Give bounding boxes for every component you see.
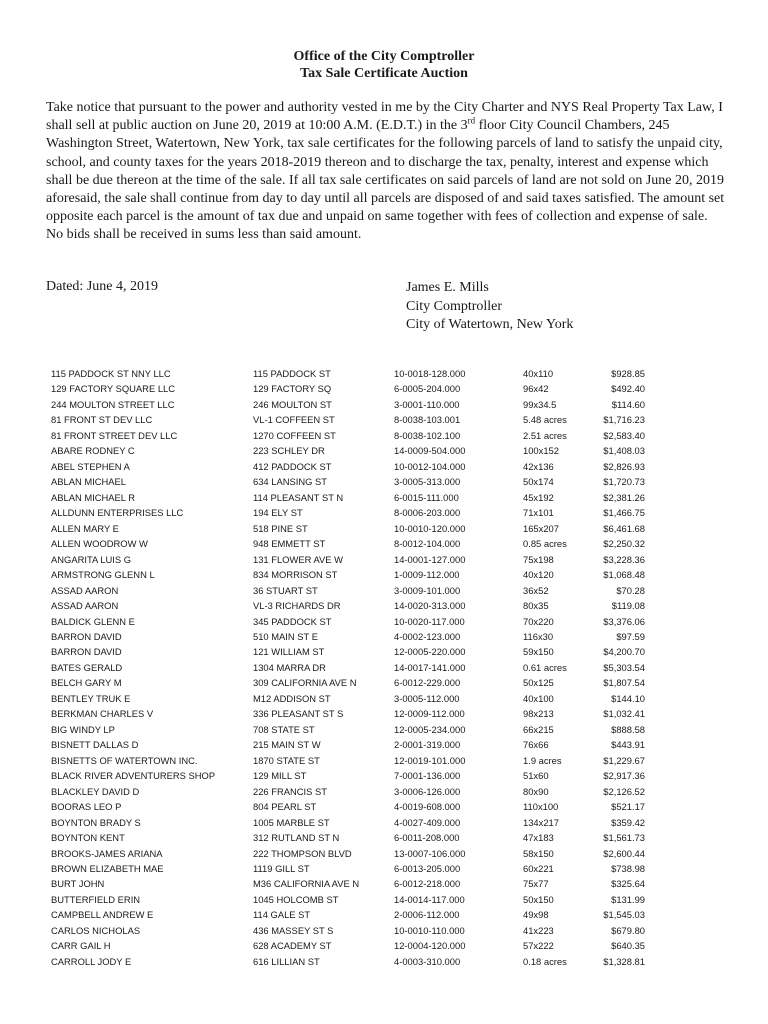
- owner-name: BALDICK GLENN E: [51, 615, 135, 627]
- table-row: [0, 538, 768, 553]
- lot-size: 80x35: [523, 600, 549, 612]
- dated-line: Dated: June 4, 2019: [46, 279, 158, 294]
- property-address: 616 LILLIAN ST: [253, 955, 320, 967]
- owner-name: 129 FACTORY SQUARE LLC: [51, 383, 176, 395]
- parcel-number: 10-0010-120.000: [394, 522, 466, 534]
- amount-due: $928.85: [611, 368, 645, 379]
- amount-due: $97.59: [616, 630, 645, 642]
- owner-name: BROOKS-JAMES ARIANA: [51, 847, 163, 859]
- amount-due: $1,545.03: [603, 909, 645, 921]
- property-address: 708 STATE ST: [253, 723, 315, 735]
- amount-due: $1,466.75: [603, 507, 645, 519]
- property-address: 222 THOMPSON BLVD: [253, 847, 352, 859]
- signature-block: [406, 279, 573, 335]
- table-row: [0, 646, 768, 661]
- owner-name: ANGARITA LUIS G: [51, 553, 132, 565]
- amount-due: $1,408.03: [603, 445, 645, 457]
- lot-size: 134x217: [523, 816, 559, 828]
- table-row: [0, 956, 768, 971]
- parcel-number: 3-0001-110.000: [394, 398, 460, 410]
- amount-due: $2,826.93: [603, 460, 645, 472]
- amount-due: $1,716.23: [603, 414, 645, 426]
- owner-name: BISNETT DALLAS D: [51, 739, 139, 751]
- table-row: [0, 693, 768, 708]
- property-address: 223 SCHLEY DR: [253, 445, 325, 457]
- table-row: [0, 476, 768, 491]
- amount-due: $325.64: [611, 878, 645, 890]
- amount-due: $679.80: [611, 924, 645, 936]
- lot-size: 110x100: [523, 801, 559, 813]
- property-address: 1119 GILL ST: [253, 863, 310, 874]
- table-row: [0, 801, 768, 816]
- parcel-number: 13-0007-106.000: [394, 847, 466, 859]
- lot-size: 2.51 acres: [523, 429, 567, 441]
- amount-due: $2,126.52: [603, 785, 645, 797]
- property-address: M36 CALIFORNIA AVE N: [253, 878, 360, 890]
- parcel-number: 8-0038-103.001: [394, 414, 461, 426]
- owner-name: 81 FRONT ST DEV LLC: [51, 414, 153, 426]
- table-row: [0, 492, 768, 507]
- property-address: 36 STUART ST: [253, 584, 318, 596]
- lot-size: 58x150: [523, 847, 554, 859]
- owner-name: ARMSTRONG GLENN L: [51, 569, 155, 581]
- amount-due: $359.42: [611, 816, 645, 828]
- amount-due: $114.60: [611, 398, 645, 410]
- amount-due: $1,229.67: [603, 754, 645, 766]
- property-address: 114 PLEASANT ST N: [253, 491, 344, 503]
- lot-size: 165x207: [523, 522, 559, 534]
- table-row: [0, 523, 768, 538]
- property-address: VL-1 COFFEEN ST: [253, 414, 335, 426]
- parcel-number: 10-0010-110.000: [394, 924, 465, 936]
- property-address: 345 PADDOCK ST: [253, 615, 332, 627]
- parcel-number: 12-0019-101.000: [394, 754, 466, 766]
- owner-name: BERKMAN CHARLES V: [51, 708, 154, 720]
- owner-name: 244 MOULTON STREET LLC: [51, 398, 175, 410]
- amount-due: $131.99: [611, 893, 645, 905]
- amount-due: $521.17: [611, 801, 645, 813]
- parcel-number: 4-0003-310.000: [394, 955, 461, 967]
- parcel-number: 10-0020-117.000: [394, 615, 465, 627]
- table-row: [0, 925, 768, 940]
- lot-size: 71x101: [523, 507, 554, 519]
- property-address: 518 PINE ST: [253, 522, 308, 534]
- amount-due: $3,376.06: [603, 615, 645, 627]
- owner-name: BUTTERFIELD ERIN: [51, 893, 141, 905]
- table-row: [0, 878, 768, 893]
- owner-name: CARLOS NICHOLAS: [51, 924, 141, 936]
- lot-size: 100x152: [523, 445, 559, 457]
- parcel-number: 4-0019-608.000: [394, 801, 461, 813]
- table-row: [0, 445, 768, 460]
- parcel-number: 14-0009-504.000: [394, 445, 466, 457]
- property-address: 336 PLEASANT ST S: [253, 708, 344, 720]
- parcel-number: 8-0038-102.100: [394, 429, 461, 441]
- owner-name: ASSAD AARON: [51, 584, 119, 596]
- property-address: 628 ACADEMY ST: [253, 940, 332, 952]
- amount-due: $144.10: [611, 692, 645, 704]
- owner-name: CAMPBELL ANDREW E: [51, 909, 154, 921]
- parcel-number: 2-0001-319.000: [394, 739, 461, 751]
- owner-name: ABEL STEPHEN A: [51, 460, 130, 472]
- parcel-number: 14-0017-141.000: [394, 661, 466, 673]
- parcel-number: 10-0012-104.000: [394, 460, 466, 472]
- lot-size: 40x100: [523, 692, 554, 704]
- table-row: [0, 631, 768, 646]
- table-row: [0, 832, 768, 847]
- owner-name: BIG WINDY LP: [51, 723, 115, 735]
- parcel-number: 1-0009-112.000: [394, 569, 460, 581]
- lot-size: 40x120: [523, 569, 554, 581]
- lot-size: 51x60: [523, 770, 549, 782]
- parcel-number: 3-0005-112.000: [394, 692, 460, 704]
- lot-size: 57x222: [523, 940, 554, 952]
- amount-due: $3,228.36: [603, 553, 645, 565]
- notice-text-part1: Take notice that pursuant to the power and authority vested in me by the City Charter and NYS Real Property Tax Law, I shall sell at public auction on June 20, 2019 at 10:00 A.M. (E.D.T.) in the 3: [46, 100, 723, 134]
- owner-name: ALLDUNN ENTERPRISES LLC: [51, 507, 184, 519]
- signer-name: James E. Mills: [406, 280, 489, 295]
- owner-name: 115 PADDOCK ST NNY LLC: [51, 368, 171, 379]
- property-address: 131 FLOWER AVE W: [253, 553, 343, 565]
- owner-name: ABLAN MICHAEL R: [51, 491, 136, 503]
- amount-due: $738.98: [611, 863, 645, 874]
- amount-due: $2,917.36: [603, 770, 645, 782]
- lot-size: 76x66: [523, 739, 549, 751]
- lot-size: 1.9 acres: [523, 754, 562, 766]
- table-row: [0, 585, 768, 600]
- amount-due: $4,200.70: [603, 646, 645, 658]
- table-row: [0, 817, 768, 832]
- signer-title: City Comptroller: [406, 298, 503, 314]
- owner-name: BENTLEY TRUK E: [51, 692, 131, 704]
- table-row: [0, 940, 768, 955]
- table-row: [0, 554, 768, 569]
- table-row: [0, 430, 768, 445]
- parcel-number: 10-0018-128.000: [394, 368, 466, 379]
- amount-due: $443.91: [611, 739, 645, 751]
- lot-size: 70x220: [523, 615, 554, 627]
- table-row: [0, 569, 768, 584]
- lot-size: 41x223: [523, 924, 554, 936]
- notice-paragraph: [46, 99, 726, 245]
- parcel-number: 12-0009-112.000: [394, 708, 465, 720]
- parcel-number: 4-0027-409.000: [394, 816, 461, 828]
- lot-size: 36x52: [523, 584, 549, 596]
- table-row: [0, 894, 768, 909]
- lot-size: 49x98: [523, 909, 549, 921]
- parcel-number: 3-0005-313.000: [394, 476, 461, 488]
- lot-size: 60x221: [523, 863, 554, 874]
- property-address: 1304 MARRA DR: [253, 661, 326, 673]
- lot-size: 116x30: [523, 630, 554, 642]
- amount-due: $2,600.44: [603, 847, 645, 859]
- notice-superscript: rd: [467, 115, 476, 126]
- owner-name: BOYNTON BRADY S: [51, 816, 141, 828]
- owner-name: ABARE RODNEY C: [51, 445, 135, 457]
- property-address: 1270 COFFEEN ST: [253, 429, 336, 441]
- parcel-number: 6-0013-205.000: [394, 863, 461, 874]
- owner-name: BARRON DAVID: [51, 630, 122, 642]
- table-row: [0, 399, 768, 414]
- lot-size: 99x34.5: [523, 398, 557, 410]
- lot-size: 96x42: [523, 383, 549, 395]
- lot-size: 98x213: [523, 708, 554, 720]
- lot-size: 0.85 acres: [523, 538, 567, 550]
- amount-due: $1,561.73: [603, 832, 645, 844]
- lot-size: 40x110: [523, 368, 554, 379]
- owner-name: ASSAD AARON: [51, 600, 119, 612]
- owner-name: BLACK RIVER ADVENTURERS SHOP: [51, 770, 216, 782]
- owner-name: BELCH GARY M: [51, 677, 122, 689]
- table-row: [0, 863, 768, 878]
- notice-text-part2: floor City Council Chambers, 245 Washington Street, Watertown, New York, tax sale certificates for the following parcels of land to satisfy the unpaid city, school, and county taxes for the years 2018-2019 thereon and to discharge the tax, penalty, interest and expense which shall be due thereon at the time of the sale. If all tax sale certificates on said parcels of land are not sold on June 20, 2019 aforesaid, the sale shall continue from day to day until all parcels are disposed of and said taxes satisfied. The amount set opposite each parcel is the amount of tax due and unpaid on same together with fees of collection and expense of sale. No bids shall be received in sums less than said amount.: [46, 118, 725, 243]
- table-row: [0, 414, 768, 429]
- amount-due: $2,381.26: [603, 491, 645, 503]
- office-title: Office of the City Comptroller: [293, 49, 475, 64]
- table-row: [0, 662, 768, 677]
- table-row: [0, 368, 768, 383]
- lot-size: 0.61 acres: [523, 661, 567, 673]
- amount-due: $2,583.40: [603, 429, 645, 441]
- amount-due: $5,303.54: [603, 661, 645, 673]
- amount-due: $1,720.73: [603, 476, 645, 488]
- parcel-number: 4-0002-123.000: [394, 630, 461, 642]
- table-row: [0, 909, 768, 924]
- property-address: 226 FRANCIS ST: [253, 785, 327, 797]
- property-address: 312 RUTLAND ST N: [253, 832, 340, 844]
- owner-name: ALLEN WOODROW W: [51, 538, 148, 550]
- amount-due: $119.08: [611, 600, 645, 612]
- amount-due: $2,250.32: [603, 538, 645, 550]
- lot-size: 75x198: [523, 553, 554, 565]
- parcel-number: 3-0006-126.000: [394, 785, 461, 797]
- property-address: 1005 MARBLE ST: [253, 816, 330, 828]
- parcel-number: 12-0005-220.000: [394, 646, 466, 658]
- table-row: [0, 461, 768, 476]
- property-address: 194 ELY ST: [253, 507, 303, 519]
- property-address: 436 MASSEY ST S: [253, 924, 334, 936]
- lot-size: 0.18 acres: [523, 955, 567, 967]
- amount-due: $1,032.41: [603, 708, 645, 720]
- parcel-number: 14-0001-127.000: [394, 553, 466, 565]
- amount-due: $640.35: [611, 940, 645, 952]
- lot-size: 66x215: [523, 723, 554, 735]
- property-address: 129 MILL ST: [253, 770, 307, 782]
- parcel-number: 2-0006-112.000: [394, 909, 460, 921]
- amount-due: $6,461.68: [603, 522, 645, 534]
- amount-due: $1,807.54: [603, 677, 645, 689]
- parcel-number: 8-0006-203.000: [394, 507, 461, 519]
- parcel-number: 12-0004-120.000: [394, 940, 466, 952]
- property-address: 412 PADDOCK ST: [253, 460, 332, 472]
- owner-name: ALLEN MARY E: [51, 522, 119, 534]
- owner-name: BARRON DAVID: [51, 646, 122, 658]
- property-address: 309 CALIFORNIA AVE N: [253, 677, 357, 689]
- lot-size: 5.48 acres: [523, 414, 567, 426]
- table-row: [0, 770, 768, 785]
- property-address: 246 MOULTON ST: [253, 398, 332, 410]
- table-row: [0, 755, 768, 770]
- signer-city: City of Watertown, New York: [406, 317, 574, 332]
- lot-size: 50x174: [523, 476, 554, 488]
- amount-due: $1,328.81: [603, 955, 645, 967]
- lot-size: 80x90: [523, 785, 549, 797]
- property-address: 1870 STATE ST: [253, 754, 320, 766]
- table-row: [0, 383, 768, 398]
- parcel-number: 8-0012-104.000: [394, 538, 461, 550]
- property-address: 634 LANSING ST: [253, 476, 327, 488]
- owner-name: BATES GERALD: [51, 661, 123, 673]
- table-row: [0, 600, 768, 615]
- property-address: VL-3 RICHARDS DR: [253, 600, 341, 612]
- table-row: [0, 739, 768, 754]
- parcel-number: 6-0011-208.000: [394, 832, 460, 844]
- property-address: 1045 HOLCOMB ST: [253, 893, 339, 905]
- table-row: [0, 677, 768, 692]
- parcel-number: 12-0005-234.000: [394, 723, 466, 735]
- owner-name: BISNETTS OF WATERTOWN INC.: [51, 754, 198, 766]
- owner-name: 81 FRONT STREET DEV LLC: [51, 429, 178, 441]
- amount-due: $888.58: [611, 723, 645, 735]
- parcel-number: 6-0012-229.000: [394, 677, 461, 689]
- owner-name: BROWN ELIZABETH MAE: [51, 863, 164, 874]
- parcel-number: 3-0009-101.000: [394, 584, 461, 596]
- parcel-number: 6-0015-111.000: [394, 491, 459, 503]
- owner-name: CARR GAIL H: [51, 940, 111, 952]
- table-row: [0, 507, 768, 522]
- table-row: [0, 708, 768, 723]
- table-row: [0, 848, 768, 863]
- parcel-number: 14-0014-117.000: [394, 893, 465, 905]
- property-address: 948 EMMETT ST: [253, 538, 326, 550]
- table-row: [0, 724, 768, 739]
- owner-name: CARROLL JODY E: [51, 955, 132, 967]
- parcel-number: 6-0005-204.000: [394, 383, 461, 395]
- parcel-number: 6-0012-218.000: [394, 878, 461, 890]
- property-address: 804 PEARL ST: [253, 801, 317, 813]
- table-row: [0, 616, 768, 631]
- property-address: 114 GALE ST: [253, 909, 311, 921]
- parcel-number: 7-0001-136.000: [394, 770, 461, 782]
- property-address: 510 MAIN ST E: [253, 630, 318, 642]
- auction-title: Tax Sale Certificate Auction: [300, 66, 468, 81]
- amount-due: $70.28: [616, 584, 645, 596]
- property-address: 215 MAIN ST W: [253, 739, 321, 751]
- amount-due: $492.40: [611, 383, 645, 395]
- lot-size: 50x125: [523, 677, 554, 689]
- property-address: 115 PADDOCK ST: [253, 368, 331, 379]
- table-row: [0, 786, 768, 801]
- owner-name: BOYNTON KENT: [51, 832, 125, 844]
- owner-name: BURT JOHN: [51, 878, 105, 890]
- lot-size: 50x150: [523, 893, 554, 905]
- owner-name: ABLAN MICHAEL: [51, 476, 127, 488]
- lot-size: 59x150: [523, 646, 554, 658]
- amount-due: $1,068.48: [603, 569, 645, 581]
- lot-size: 75x77: [523, 878, 549, 890]
- lot-size: 42x136: [523, 460, 554, 472]
- property-address: 129 FACTORY SQ: [253, 383, 332, 395]
- parcel-number: 14-0020-313.000: [394, 600, 466, 612]
- parcel-listing: [0, 368, 768, 971]
- property-address: M12 ADDISON ST: [253, 692, 331, 704]
- owner-name: BLACKLEY DAVID D: [51, 785, 140, 797]
- owner-name: BOORAS LEO P: [51, 801, 122, 813]
- lot-size: 45x192: [523, 491, 554, 503]
- property-address: 834 MORRISON ST: [253, 569, 338, 581]
- property-address: 121 WILLIAM ST: [253, 646, 325, 658]
- lot-size: 47x183: [523, 832, 554, 844]
